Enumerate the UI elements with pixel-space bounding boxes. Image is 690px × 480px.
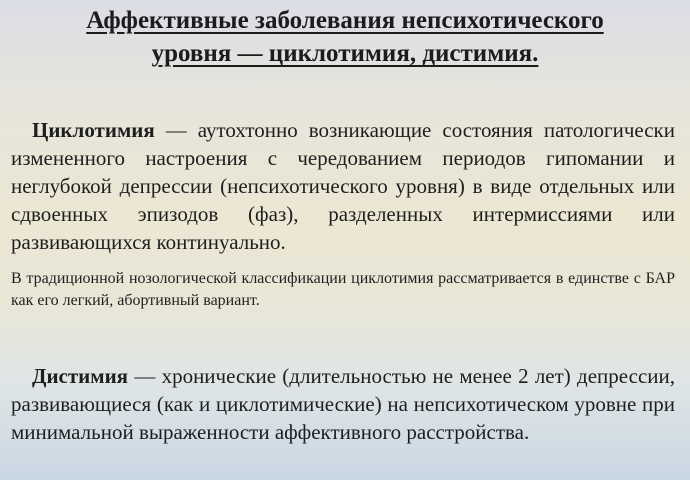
- slide-title: [0, 4, 690, 70]
- dysthymia-paragraph: [11, 362, 675, 446]
- cyclothymia-paragraph: [11, 116, 675, 256]
- cyclothymia-term: Циклотимия: [32, 118, 155, 142]
- dysthymia-term: Дистимия: [32, 364, 129, 388]
- cyclothymia-definition: — аутохтонно возникающие состояния патологически измененного настроения с чередованием периодов гипомании и неглубокой депрессии (непсихотического уровня) в виде отдельных или сдвоенных эпизодов (фаз), разделенных интермиссиями или развивающихся континуально.: [11, 118, 675, 254]
- slide-title-line-1: Аффективные заболевания непсихотического: [86, 7, 604, 34]
- classification-note: В традиционной нозологической классификации циклотимия рассматривается в единстве с БАР как его легкий, абортивный вариант.: [11, 270, 675, 309]
- dysthymia-definition: — хронические (длительностью не менее 2 лет) депрессии, развивающиеся (как и циклотимические) на непсихотическом уровне при минимальной выраженности аффективного расстройства.: [11, 364, 675, 444]
- slide-title-line-2: уровня — циклотимия, дистимия.: [151, 40, 539, 67]
